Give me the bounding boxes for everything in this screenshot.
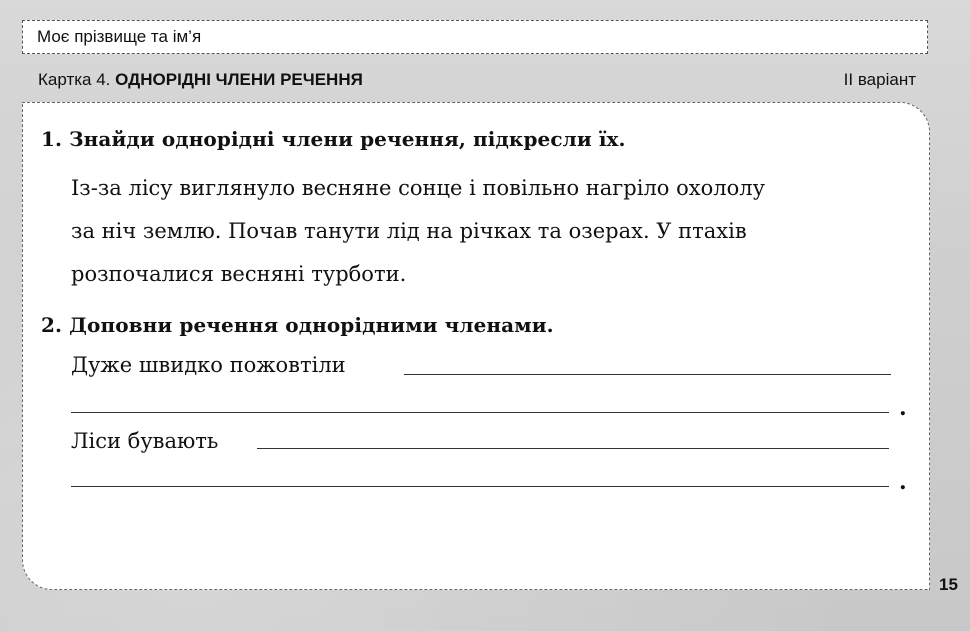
period-1: . xyxy=(899,395,907,421)
task2-sentence-2: Ліси бувають xyxy=(71,429,219,453)
task1-text-line-1: Із-за лісу виглянуло весняне сонце і повільно нагріло охололу xyxy=(71,176,765,200)
period-2: . xyxy=(899,469,907,495)
name-field[interactable] xyxy=(22,20,928,54)
card-title xyxy=(38,70,363,90)
card-prefix: Картка 4. xyxy=(38,70,111,89)
exercise-box xyxy=(22,102,930,590)
answer-line-2b[interactable] xyxy=(71,486,889,487)
card-topic: ОДНОРІДНІ ЧЛЕНИ РЕЧЕННЯ xyxy=(115,70,363,89)
variant-label: ІІ варіант xyxy=(843,70,916,89)
task1-text-line-3: розпочалися весняні турботи. xyxy=(71,262,407,286)
task2-sentence-1: Дуже швидко пожовтіли xyxy=(71,353,346,377)
answer-line-1b[interactable] xyxy=(71,412,889,413)
task1-title: 1. Знайди однорідні члени речення, підкресли їх. xyxy=(41,127,626,151)
page-number: 15 xyxy=(939,575,958,594)
name-label: Моє прізвище та ім’я xyxy=(37,27,202,46)
task1-text-line-2: за ніч землю. Почав танути лід на річках та озерах. У птахів xyxy=(71,219,747,243)
card-header xyxy=(38,68,916,96)
answer-line-2a[interactable] xyxy=(257,448,889,449)
answer-line-1a[interactable] xyxy=(404,374,891,375)
task2-title: 2. Доповни речення однорідними членами. xyxy=(41,313,554,337)
